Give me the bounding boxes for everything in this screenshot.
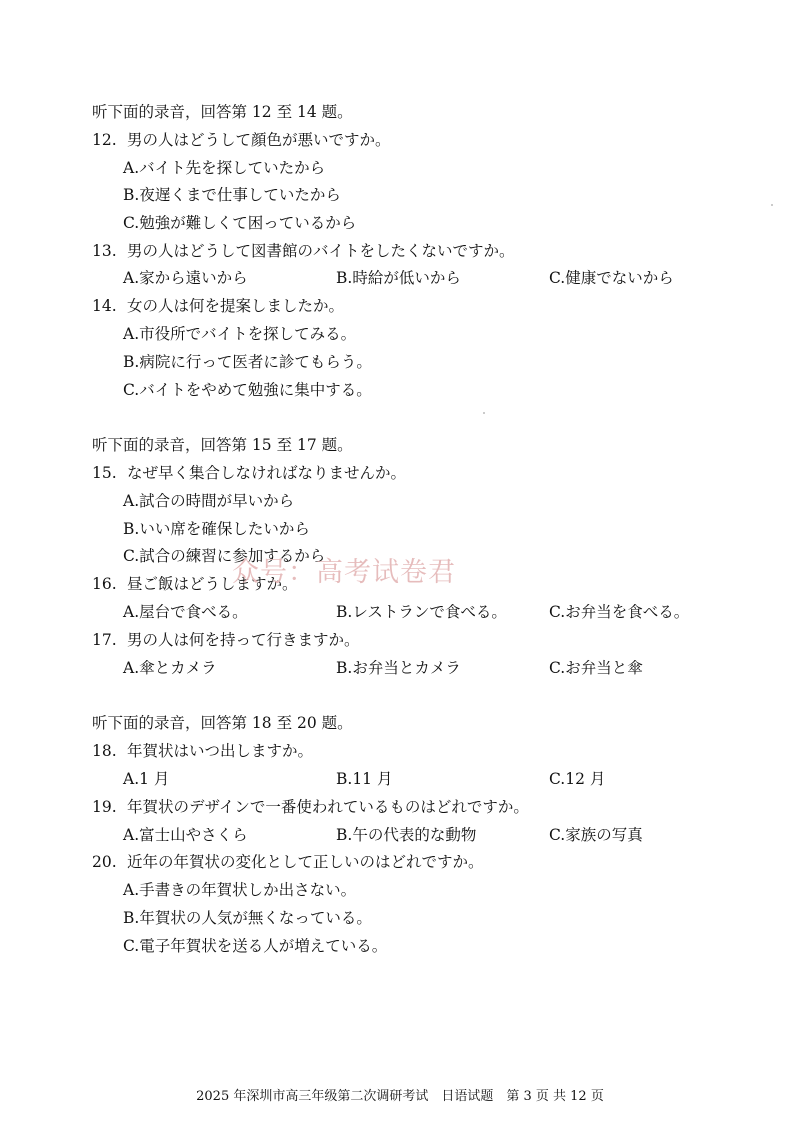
page-footer: 2025 年深圳市高三年级第二次调研考试 日语试题 第 3 页 共 12 页 [196,1089,604,1104]
question-number: 13. [92,242,117,260]
question-text: 女の人は何を提案しましたか。 [127,297,345,315]
answer-option: B.年賀状の人気が無くなっている。 [123,909,372,927]
answer-option: A.富士山やさくら [123,826,248,844]
answer-option: C.勉強が難しくて困っているから [123,214,357,232]
question-number: 19. [92,798,117,816]
section-heading: 听下面的录音，回答第 12 至 14 题。 [92,103,353,121]
question-text: 男の人はどうして顔色が悪いですか。 [127,131,391,149]
answer-option: A.家から遠いから [123,269,248,287]
answer-option: C.お弁当を食べる。 [549,603,690,621]
question-text: 近年の年賀状の変化として正しいのはどれですか。 [127,853,484,871]
question-number: 15. [92,464,117,482]
section-heading: 听下面的录音，回答第 15 至 17 题。 [92,436,353,454]
answer-option: C.電子年賀状を送る人が増えている。 [123,937,388,955]
question-text: 男の人はどうして図書館のバイトをしたくないですか。 [127,242,515,260]
question-text: 男の人は何を持って行きますか。 [127,631,360,649]
answer-option: A.傘とカメラ [123,659,217,677]
answer-option: B.11 月 [336,770,393,788]
question-number: 17. [92,631,117,649]
answer-option: B.時給が低いから [336,269,461,287]
answer-option: A.試合の時間が早いから [123,492,295,510]
question-text: 年賀状はいつ出しますか。 [127,742,314,760]
question-number: 12. [92,131,117,149]
answer-option: B.夜遅くまで仕事していたから [123,186,341,204]
answer-option: A.手書きの年賀状しか出さない。 [123,881,357,899]
answer-option: C.12 月 [549,770,606,788]
answer-option: B.いい席を確保したいから [123,520,310,538]
answer-option: A.1 月 [123,770,170,788]
answer-option: B.病院に行って医者に診てもらう。 [123,353,372,371]
answer-option: B.レストランで食べる。 [336,603,507,621]
answer-option: A.市役所でバイトを探してみる。 [123,325,357,343]
scan-speck [771,204,773,206]
question-number: 16. [92,575,117,593]
question-text: なぜ早く集合しなければなりませんか。 [127,464,407,482]
section-heading: 听下面的录音，回答第 18 至 20 题。 [92,714,353,732]
answer-option: B.午の代表的な動物 [336,826,477,844]
answer-option: C.家族の写真 [549,826,643,844]
answer-option: B.お弁当とカメラ [336,659,461,677]
question-text: 年賀状のデザインで一番使われているものはどれですか。 [127,798,529,816]
answer-option: A.バイト先を探していたから [123,159,326,177]
answer-option: C.バイトをやめて勉強に集中する。 [123,381,372,399]
question-text: 昼ご飯はどうしますか。 [127,575,298,593]
scan-speck [483,412,485,414]
question-number: 14. [92,297,117,315]
watermark: 众号：高考试卷君 [232,557,456,588]
answer-option: C.お弁当と傘 [549,659,643,677]
answer-option: C.試合の練習に参加するから [123,547,326,565]
answer-option: A.屋台で食べる。 [123,603,248,621]
answer-option: C.健康でないから [549,269,674,287]
question-number: 20. [92,853,117,871]
question-number: 18. [92,742,117,760]
